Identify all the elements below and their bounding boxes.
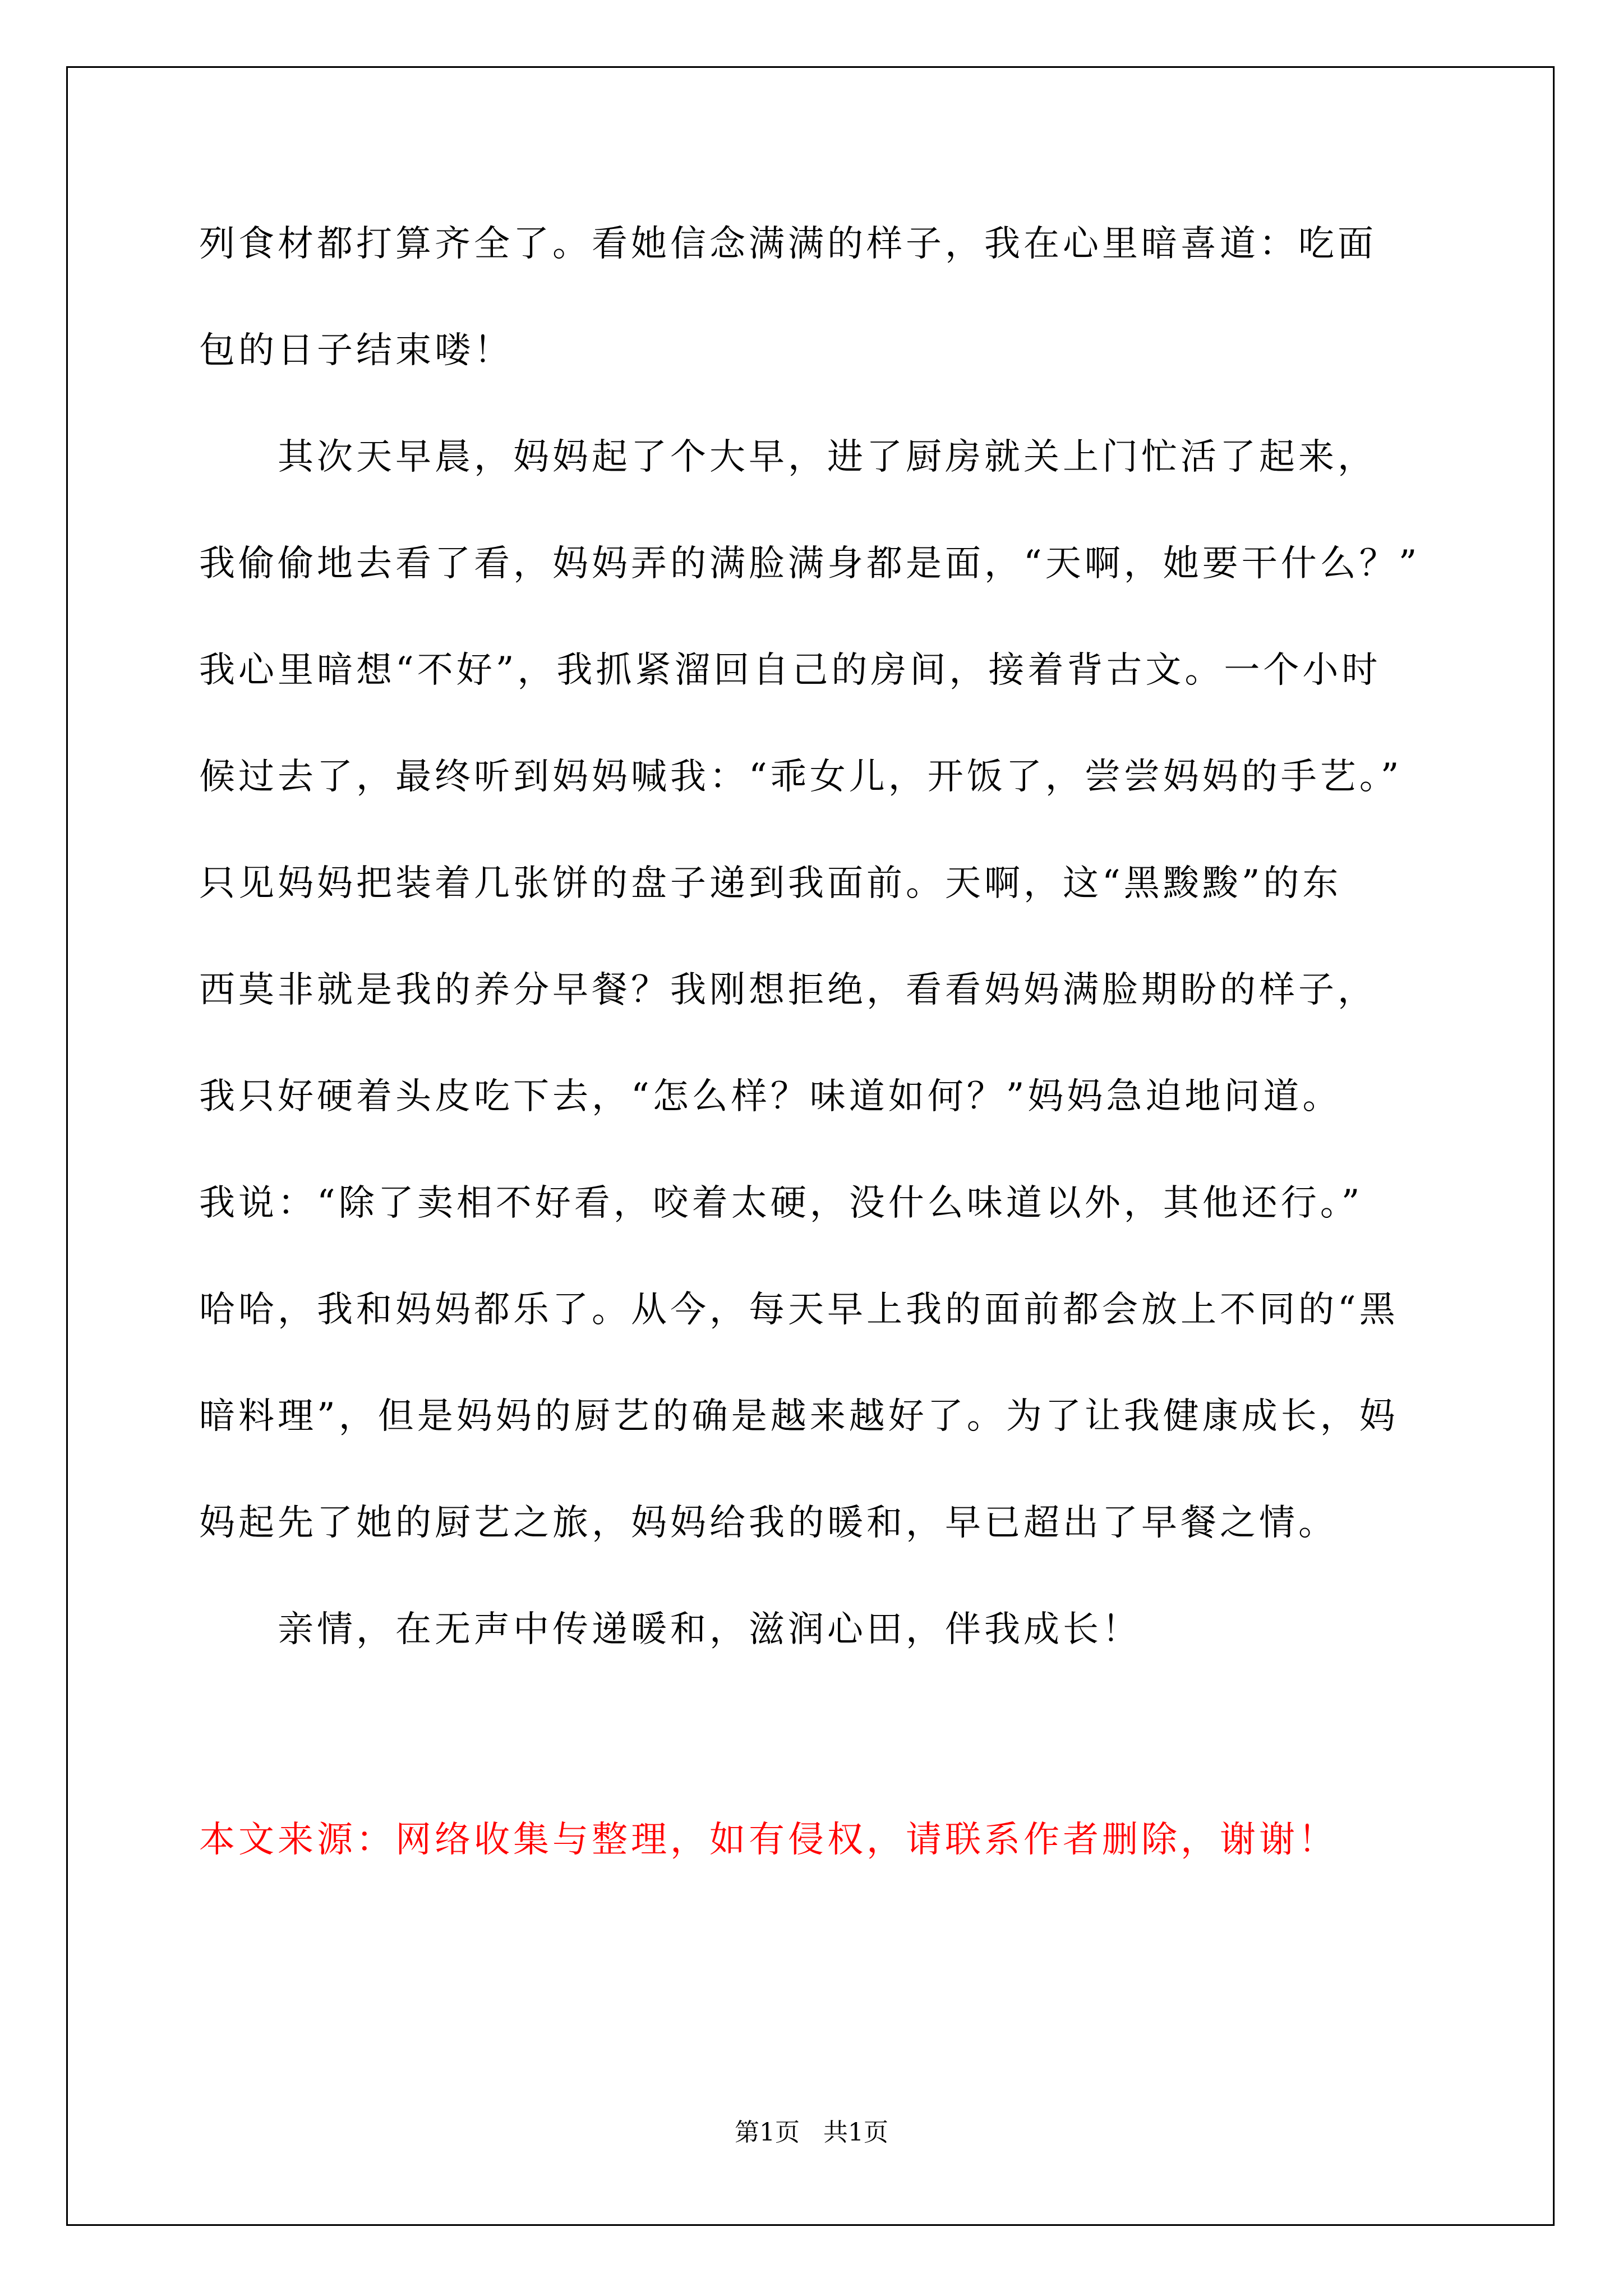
text-line: 只见妈妈把装着几张饼的盘子递到我面前。天啊，这“黑黢黢”的东 <box>199 863 1342 904</box>
text-line: 我偷偷地去看了看，妈妈弄的满脸满身都是面，“天啊，她要干什么？” <box>199 543 1421 585</box>
text-line: 候过去了，最终听到妈妈喊我：“乖女儿，开饭了，尝尝妈妈的手艺。” <box>199 756 1403 798</box>
text-line: 妈起先了她的厨艺之旅，妈妈给我的暖和，早已超出了早餐之情。 <box>199 1502 1338 1544</box>
text-line: 包的日子结束喽！ <box>199 330 513 371</box>
text-line: 哈哈，我和妈妈都乐了。从今，每天早上我的面前都会放上不同的“黑 <box>199 1289 1399 1331</box>
source-notice: 本文来源：网络收集与整理，如有侵权，请联系作者删除，谢谢！ <box>199 1819 1338 1861</box>
text-line: 暗料理”，但是妈妈的厨艺的确是越来越好了。为了让我健康成长，妈 <box>199 1396 1399 1437</box>
page-frame <box>66 66 1555 2226</box>
text-line: 列食材都打算齐全了。看她信念满满的样子，我在心里暗喜道：吃面 <box>199 223 1377 265</box>
text-line: 其次天早晨，妈妈起了个大早，进了厨房就关上门忙活了起来， <box>199 436 1377 478</box>
text-line: 我说：“除了卖相不好看，咬着太硬，没什么味道以外，其他还行。” <box>199 1182 1363 1224</box>
page-number-footer: 第1页 共1页 <box>735 2118 888 2147</box>
text-line: 我只好硬着头皮吃下去，“怎么样？味道如何？”妈妈急迫地问道。 <box>199 1076 1342 1117</box>
text-line: 我心里暗想“不好”，我抓紧溜回自己的房间，接着背古文。一个小时 <box>199 650 1381 691</box>
text-line: 亲情，在无声中传递暖和，滋润心田，伴我成长！ <box>199 1609 1141 1650</box>
text-line: 西莫非就是我的养分早餐？我刚想拒绝，看看妈妈满脸期盼的样子， <box>199 969 1377 1011</box>
